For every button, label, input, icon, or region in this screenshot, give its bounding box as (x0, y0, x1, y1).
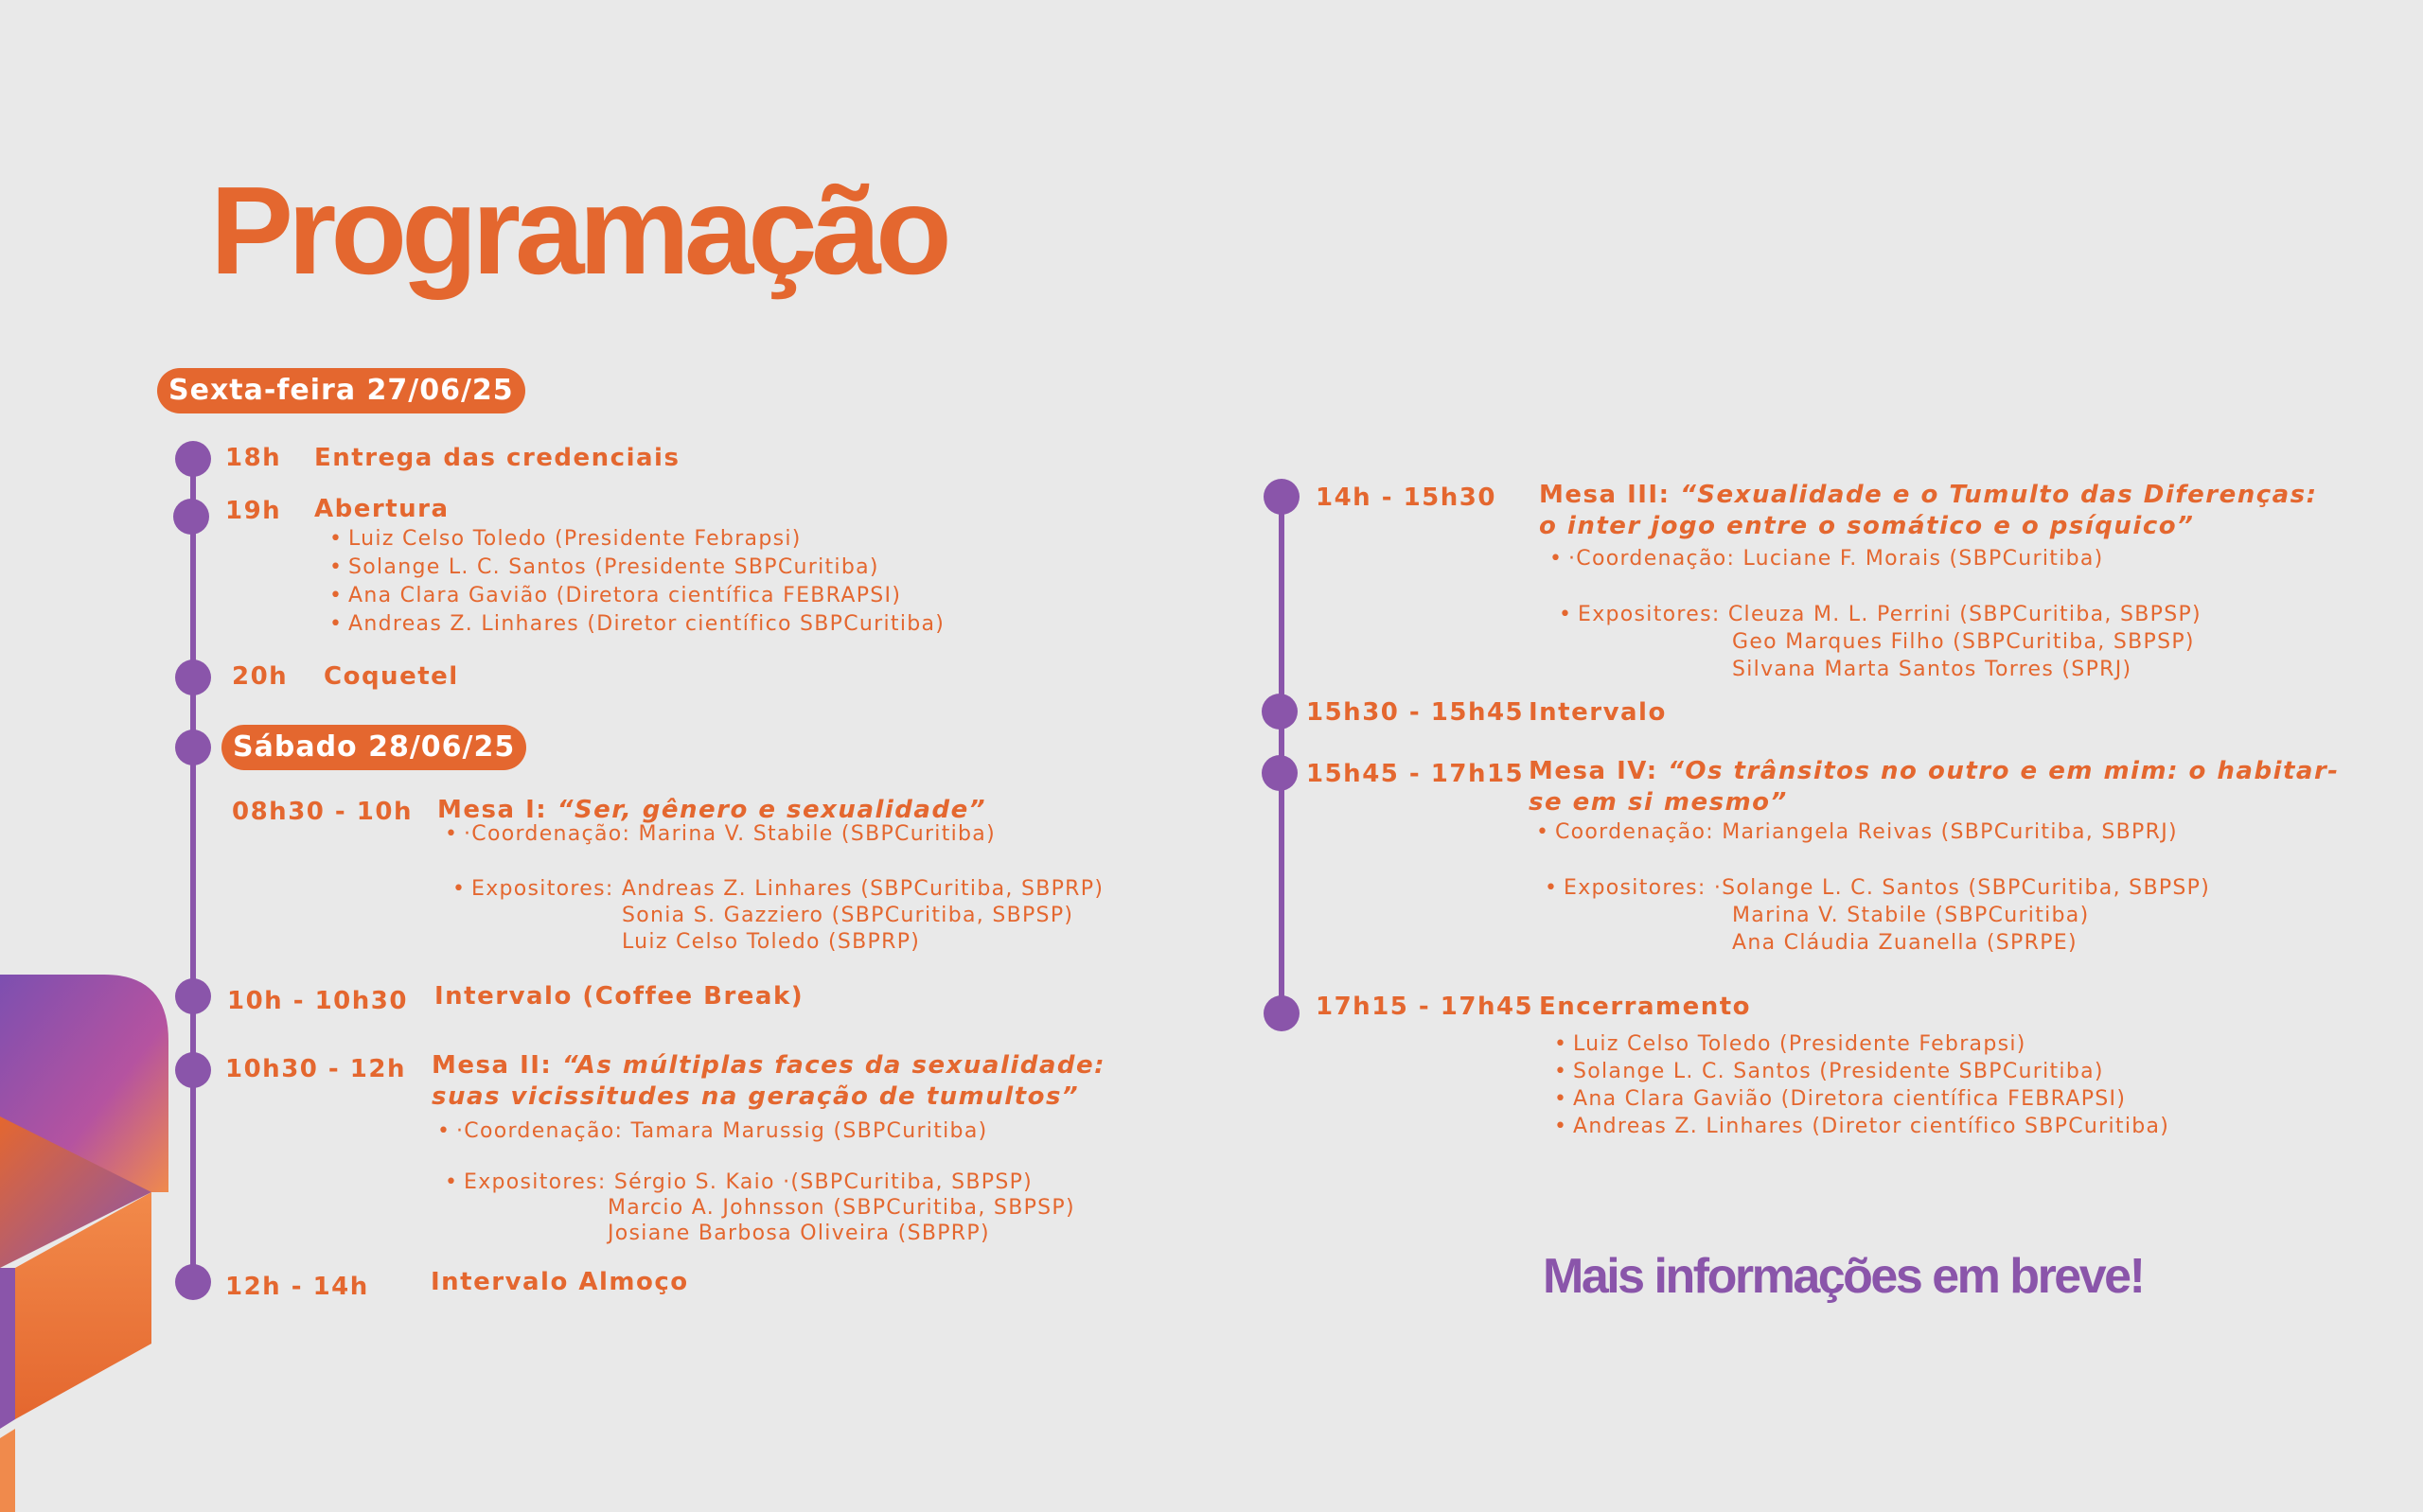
speaker-name: Marcio A. Johnsson (SBPCuritiba, SBPSP) (608, 1196, 1075, 1220)
session-title: Intervalo (Coffee Break) (434, 982, 805, 1011)
session-title: Intervalo (1529, 698, 1667, 727)
session-time: 08h30 - 10h (232, 798, 413, 826)
session-time: 18h (225, 444, 282, 472)
session-title: Mesa I: “Ser, gênero e sexualidade” (437, 796, 986, 824)
speaker-name: Luiz Celso Toledo (SBPRP) (622, 930, 921, 954)
speaker-name: Sonia S. Gazziero (SBPCuritiba, SBPSP) (622, 904, 1074, 927)
list-item: • Luiz Celso Toledo (Presidente Febrapsi) (348, 526, 802, 553)
list-item: • Solange L. C. Santos (Presidente SBPCuritiba) (348, 554, 879, 581)
session-time: 17h15 - 17h45 (1316, 993, 1534, 1021)
timeline-dot (1262, 694, 1298, 730)
session-time: 12h - 14h (225, 1273, 369, 1301)
session-title: Mesa IV: “Os trânsitos no outro e em mim: o habitar-se em si mesmo” (1529, 757, 2340, 817)
session-time: 15h45 - 17h15 (1306, 760, 1525, 788)
coordination-line: • ·Coordenação: Tamara Marussig (SBPCuritiba) (456, 1118, 988, 1145)
list-item: • Solange L. C. Santos (Presidente SBPCuritiba) (1573, 1059, 2104, 1085)
timeline-dot (1264, 995, 1300, 1031)
session-time: 10h - 10h30 (227, 987, 408, 1015)
day-badge-friday: Sexta-feira 27/06/25 (157, 368, 525, 413)
page-title: Programação (210, 161, 946, 300)
timeline-line-left (190, 459, 196, 1282)
speakers-line: • Expositores: Cleuza M. L. Perrini (SBPCuritiba, SBPSP) (1578, 602, 2202, 628)
speakers-line: • Expositores: Andreas Z. Linhares (SBPCuritiba, SBPRP) (471, 876, 1104, 903)
timeline-dot (173, 499, 209, 535)
coordination-line: • ·Coordenação: Luciane F. Morais (SBPCuritiba) (1568, 546, 2104, 572)
session-title: Coquetel (324, 662, 459, 691)
list-item: • Ana Clara Gavião (Diretora científica FEBRAPSI) (1573, 1086, 2126, 1113)
coordination-line: • ·Coordenação: Marina V. Stabile (SBPCuritiba) (464, 821, 996, 848)
day-badge-saturday: Sábado 28/06/25 (221, 725, 526, 770)
session-time: 19h (225, 497, 282, 525)
list-item: • Andreas Z. Linhares (Diretor científico SBPCuritiba) (348, 611, 945, 638)
speakers-line: • Expositores: ·Solange L. C. Santos (SBPCuritiba, SBPSP) (1564, 875, 2210, 902)
session-title: Encerramento (1539, 993, 1752, 1021)
coordination-line: • Coordenação: Mariangela Reivas (SBPCuritiba, SBPRJ) (1555, 819, 2178, 846)
session-title: Abertura (314, 495, 450, 523)
list-item: • Andreas Z. Linhares (Diretor científico SBPCuritiba) (1573, 1114, 2169, 1140)
timeline-dot (175, 659, 211, 695)
session-time: 15h30 - 15h45 (1306, 698, 1525, 727)
timeline-dot (1264, 479, 1300, 515)
speaker-name: Ana Cláudia Zuanella (SPRPE) (1732, 931, 2078, 955)
timeline-dot (175, 1264, 211, 1300)
decorative-shape (0, 965, 170, 1512)
session-time: 20h (232, 662, 289, 691)
timeline-dot (175, 1052, 211, 1088)
speakers-line: • Expositores: Sérgio S. Kaio ·(SBPCuritiba, SBPSP) (464, 1169, 1033, 1196)
timeline-dot (175, 730, 211, 765)
speaker-name: Geo Marques Filho (SBPCuritiba, SBPSP) (1732, 630, 2195, 654)
session-time: 14h - 15h30 (1316, 483, 1496, 512)
speaker-name: Marina V. Stabile (SBPCuritiba) (1732, 904, 2090, 927)
list-item: • Luiz Celso Toledo (Presidente Febrapsi) (1573, 1031, 2026, 1058)
timeline-dot (175, 441, 211, 477)
session-time: 10h30 - 12h (225, 1055, 406, 1083)
session-title: Mesa III: “Sexualidade e o Tumulto das Diferenças: o inter jogo entre o somático e o psíquico” (1539, 481, 2318, 540)
speaker-name: Josiane Barbosa Oliveira (SBPRP) (608, 1222, 990, 1245)
list-item: • Ana Clara Gavião (Diretora científica FEBRAPSI) (348, 583, 901, 609)
session-title: Entrega das credenciais (314, 444, 681, 472)
timeline-dot (175, 978, 211, 1014)
session-title: Intervalo Almoço (431, 1268, 689, 1296)
session-title: Mesa II: “As múltiplas faces da sexualidade: suas vicissitudes na geração de tumultos” (432, 1051, 1106, 1111)
more-info-text: Mais informações em breve! (1543, 1249, 2144, 1304)
timeline-dot (1262, 755, 1298, 791)
speaker-name: Silvana Marta Santos Torres (SPRJ) (1732, 658, 2132, 681)
